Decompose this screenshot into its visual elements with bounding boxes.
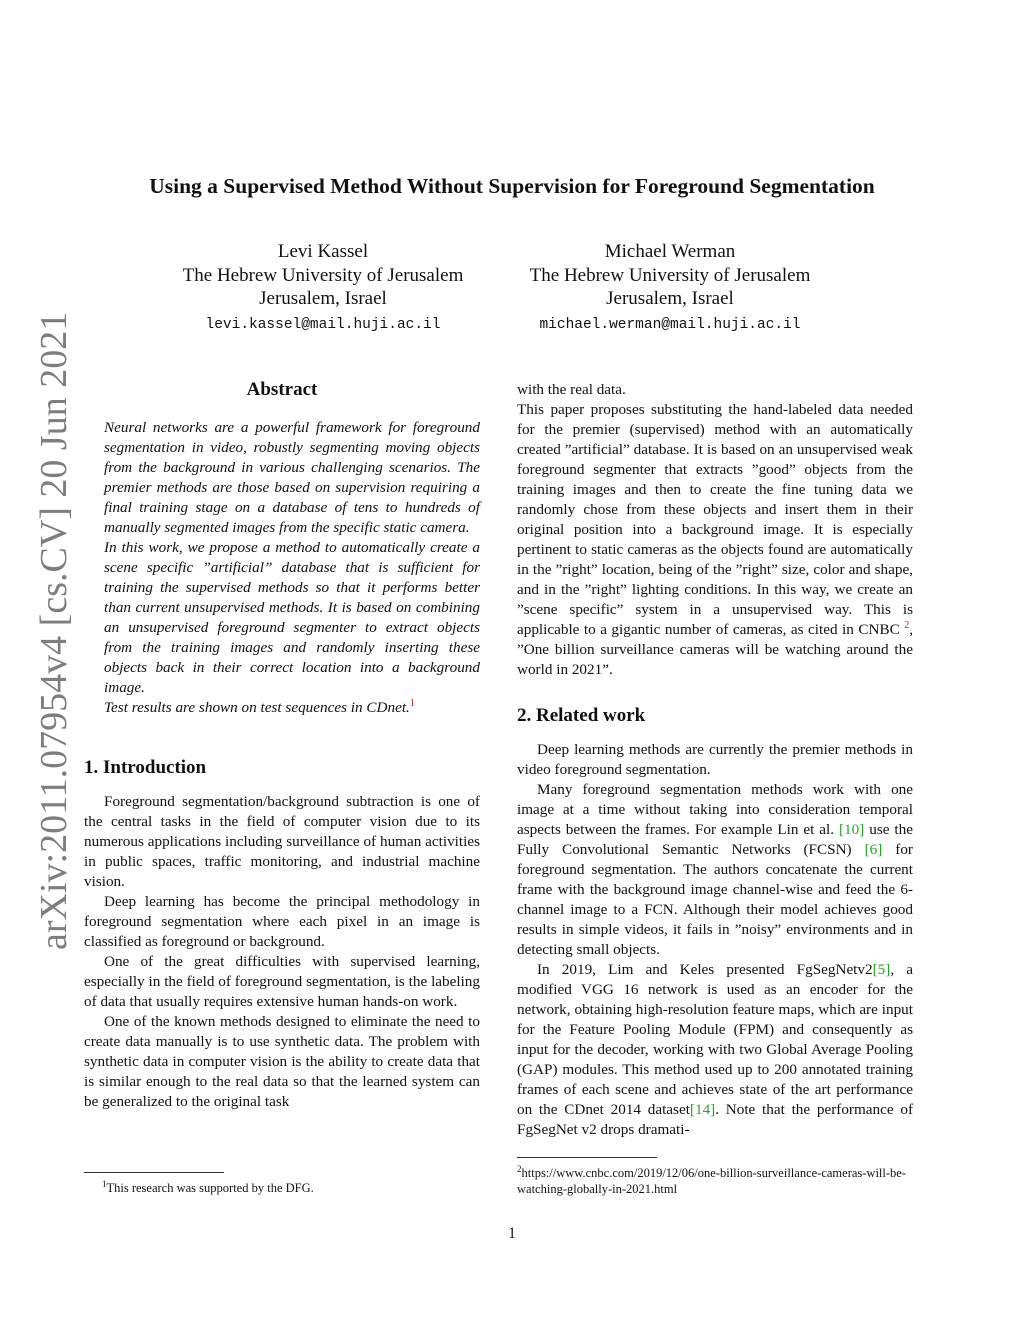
page-number: 1 xyxy=(508,1225,516,1242)
footnote-1-mark: 1 xyxy=(102,1179,107,1189)
intro-paragraph-5-end: , ”One billion surveillance cameras will be watching around the world in 2021”. xyxy=(517,621,914,678)
continued-text: with the real data. xyxy=(517,381,626,398)
related-work-heading: 2. Related work xyxy=(517,705,646,726)
related-paragraph-2 xyxy=(517,780,913,960)
abstract-paragraph-3 xyxy=(104,698,480,718)
author-affiliation: The Hebrew University of Jerusalem xyxy=(529,264,811,286)
right-column xyxy=(517,380,913,1140)
citation-14[interactable]: [14] xyxy=(689,1101,716,1118)
author-name: Michael Werman xyxy=(604,241,736,262)
abstract-heading: Abstract xyxy=(246,379,318,400)
citation-10[interactable]: [10] xyxy=(838,821,865,838)
abstract-paragraph-3-text: Test results are shown on test sequences in CDnet. xyxy=(104,699,410,716)
abstract-paragraph-2: In this work, we propose a method to automatically create a scene specific ”artificial” database that is sufficient for training the supervised methods so that it performs better than current unsupervised methods. It is based on combining an unsupervised foreground segmenter to extract objects from the training images and randomly inserting these objects back in their correct location into a background image. xyxy=(104,539,480,696)
intro-paragraph-3: One of the great difficulties with supervised learning, especially in the field of foreground segmentation, is the labeling of data that usually requires extensive human hands-on work. xyxy=(84,953,480,1010)
author-location: Jerusalem, Israel xyxy=(259,288,387,309)
footnote-rule xyxy=(517,1157,657,1158)
related-paragraph-1: Deep learning methods are currently the premier methods in video foreground segmentation. xyxy=(517,741,913,778)
author-block-1 xyxy=(158,240,488,337)
author-block-2 xyxy=(505,240,835,337)
author-name: Levi Kassel xyxy=(277,241,369,262)
paper-title: Using a Supervised Method Without Supervision for Foreground Segmentation xyxy=(149,174,875,198)
footnote-1-link[interactable]: 1 xyxy=(409,697,415,709)
arxiv-identifier: arXiv:2011.07954v4 [cs.CV] 20 Jun 2021 xyxy=(33,311,75,950)
related-paragraph-3-text-a: In 2019, Lim and Keles presented FgSegNetv2 xyxy=(537,961,873,978)
footnote-1 xyxy=(102,1176,482,1196)
intro-paragraph-5-text: This paper proposes substituting the hand-labeled data needed for the premier (supervised) method with an automatically created ”artificial” database. It is based on an unsupervised weak foreground segmenter that extracts ”good” objects from the training images and then to create the fine tuning data we randomly chose from these objects and insert them in their original position into a background image. It is especially pertinent to static cameras as the objects found are automatically in the ”right” location, being of the ”right” size, color and shape, and in the ”right” lighting conditions. In this way, we create an ”scene specific” system in a unsupervised way. This is applicable to a gigantic number of cameras, as cited in CNBC xyxy=(517,401,913,638)
related-paragraph-2-text-b: use the Fully Convolutional Semantic Networks (FCSN) xyxy=(517,821,913,858)
citation-5[interactable]: [5] xyxy=(872,961,891,978)
footnote-2-mark: 2 xyxy=(517,1164,522,1174)
intro-paragraph-4: One of the known methods designed to eliminate the need to create data manually is to use synthetic data. The problem with synthetic data in computer vision is the ability to create data that is similar enough to the real data so that the learned system can be generalized to the original task xyxy=(84,1013,480,1110)
related-paragraph-3-text-c: . Note that the performance of FgSegNet v2 drops dramati- xyxy=(517,1101,913,1138)
related-paragraph-2-text-c: for foreground segmentation. The authors concatenate the current frame with the background image channel-wise and feed the 6-channel image to a FCN. Although their model achieves good results in simple videos, it fails in ”noisy” environments and in detecting small objects. xyxy=(517,841,913,958)
intro-paragraph-1: Foreground segmentation/background subtraction is one of the central tasks in the field of computer vision due to its numerous applications including surveillance of human activities in public spaces, traffic monitoring, and industrial machine vision. xyxy=(84,793,480,890)
footnote-2 xyxy=(517,1161,917,1197)
footnote-rule xyxy=(84,1172,224,1173)
abstract-paragraph-1: Neural networks are a powerful framework for foreground segmentation in video, robustly segmenting moving objects from the background in various challenging scenarios. The premier methods are those based on supervision requiring a final training stage on a database of tens to hundreds of manually segmented images from the specific static camera. xyxy=(104,419,480,536)
related-paragraph-3 xyxy=(517,960,913,1140)
related-paragraph-3-text-b: , a modified VGG 16 network is used as an encoder for the network, obtaining high-resolution feature maps, which are input for the Feature Pooling Module (FPM) and consequently as input for the decoder, working with two Global Average Pooling (GAP) modules. This method used up to 200 annotated training frames of each scene and achieves state of the art performance on the CDnet 2014 dataset xyxy=(517,961,913,1118)
introduction-heading: 1. Introduction xyxy=(84,757,207,778)
footnote-1-text: This research was supported by the DFG. xyxy=(106,1181,314,1196)
author-affiliation: The Hebrew University of Jerusalem xyxy=(182,264,464,286)
footnote-2-link[interactable]: 2 xyxy=(904,619,910,631)
citation-6[interactable]: [6] xyxy=(864,841,883,858)
footnote-area-right xyxy=(517,1157,917,1197)
intro-paragraph-5 xyxy=(517,400,913,680)
footnote-2-text[interactable]: https://www.cnbc.com/2019/12/06/one-billion-surveillance-cameras-will-be-watching-globally-in-2021.html xyxy=(517,1166,906,1197)
abstract-body xyxy=(84,418,480,718)
intro-paragraph-2: Deep learning has become the principal methodology in foreground segmentation where each pixel in an image is classified as foreground or background. xyxy=(84,893,480,950)
author-email: michael.werman@mail.huji.ac.il xyxy=(539,316,801,333)
footnote-area-left xyxy=(102,1172,482,1196)
author-location: Jerusalem, Israel xyxy=(606,288,734,309)
related-paragraph-2-text-a: Many foreground segmentation methods work with one image at a time without taking into consideration temporal aspects between the frames. For example Lin et al. xyxy=(517,781,913,838)
left-column xyxy=(84,378,480,1112)
author-email: levi.kassel@mail.huji.ac.il xyxy=(205,316,441,333)
